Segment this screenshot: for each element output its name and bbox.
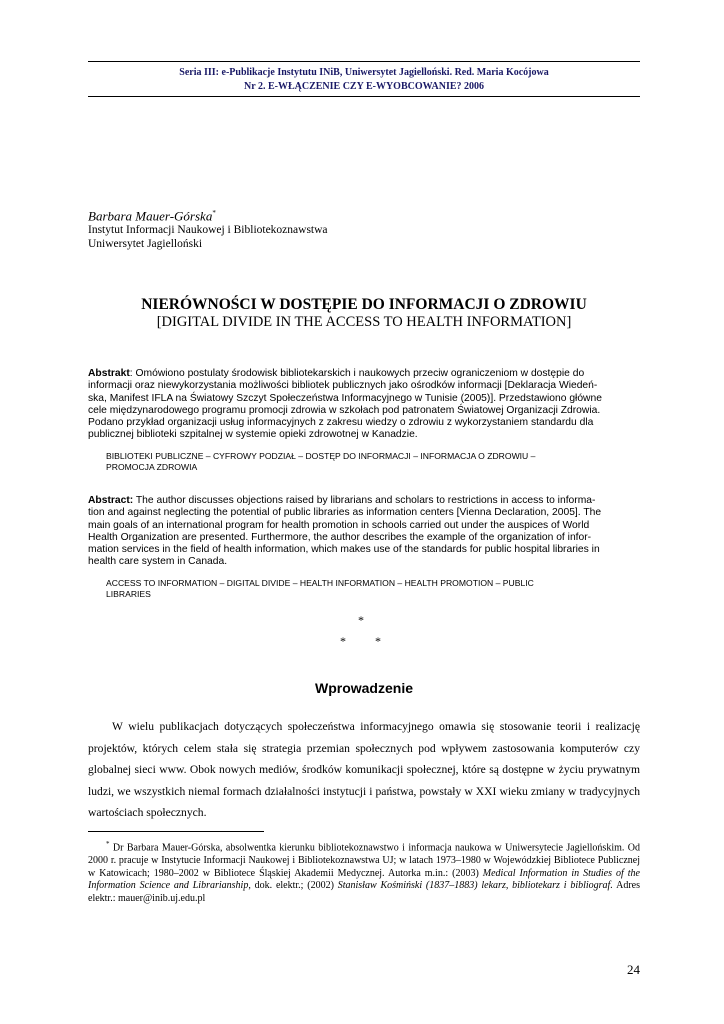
keywords-en-line: ACCESS TO INFORMATION – DIGITAL DIVIDE – HEALTH INFORMATION – HEALTH PROMOTION – PUBLIC	[106, 578, 534, 588]
footnote-publication-title: Medical Information in Studies of the Information Science and Librarianship	[88, 867, 640, 892]
author-block	[88, 206, 488, 251]
page-number: 24	[627, 962, 640, 977]
footnote: * Dr Barbara Mauer-Górska, absolwentka kierunku bibliotekoznawstwo i informacja naukowa w Uniwersytecie Jagiellońskim. Od 2000 r. pracuje w Instytucie Informacji Naukowej i Bibliotekoznawstwa UJ; w latach 1973–1980 w Wojewódzkiej Bibliotece Publicznej w Katowicach; 1980–2002 w Bibliotece Śląskiej Akademii Medycznej. Autorka m.in.: (2003) Medical Information in Studies of the Information Science and Librarianship, dok. elektr.; (2002) Stanisław Kośmiński (1837–1883) lekarz, bibliotekarz i bibliograf. Adres elektr.: mauer@inib.uj.edu.pl	[88, 840, 640, 904]
series-header-line2: Nr 2. E-WŁĄCZENIE CZY E-WYOBCOWANIE? 2006	[243, 81, 485, 92]
header-top-rule	[88, 61, 640, 62]
section-heading: Wprowadzenie	[314, 680, 413, 696]
title-english: [DIGITAL DIVIDE IN THE ACCESS TO HEALTH INFORMATION]	[156, 314, 572, 330]
keywords-english	[106, 578, 640, 600]
abstract-pl-line: informacji oraz niewykorzystania możliwości bibliotek publicznych jako ośrodków informacji [Deklaracja Wiedeń-	[88, 380, 598, 392]
footnote-mark: *	[106, 840, 110, 848]
abstract-en-line: mation services in the field of health information, which makes use of the standards for public hospital libraries in	[88, 544, 600, 556]
abstract-pl-line: Abstrakt: Omówiono postulaty środowisk bibliotekarskich i naukowych przeciw ograniczeniom w dostępie do	[88, 368, 585, 379]
author-footnote-mark: *	[212, 209, 216, 217]
article-title	[88, 296, 640, 331]
keywords-pl-line: BIBLIOTEKI PUBLICZNE – CYFROWY PODZIAŁ – DOSTĘP DO INFORMACJI – INFORMACJA O ZDROWIU –	[106, 451, 536, 461]
abstract-pl-line: ska, Manifest IFLA na Światowy Szczyt Społeczeństwa Informacyjnego w Tunisie (2005)]. Przedstawiono główne	[88, 392, 602, 404]
abstract-pl-line: Podano przykład organizacji usług informacyjnych z zakresu wiedzy o zdrowiu z wykorzystaniem standardu dla	[88, 417, 594, 429]
author-name: Barbara Mauer-Górska*	[88, 208, 216, 224]
author-university: Uniwersytet Jagielloński	[88, 238, 203, 251]
abstract-pl-line: cele międzynarodowego programu promocji zdrowia w szkołach pod patronatem Światowej Organizacji Zdrowia.	[88, 404, 601, 416]
abstract-pl-label: Abstrakt	[88, 368, 130, 379]
separator-star: *	[375, 634, 381, 648]
abstract-en-line: main goals of an international program for health promotion in schools carried out under the auspices of World	[88, 519, 590, 531]
abstract-polish	[88, 368, 640, 442]
abstract-en-label: Abstract:	[88, 495, 134, 506]
keywords-pl-line: PROMOCJA ZDROWIA	[106, 462, 198, 472]
abstract-en-line: health care system in Canada.	[88, 556, 228, 568]
keywords-polish	[106, 451, 640, 473]
keywords-en-line: LIBRARIES	[106, 589, 151, 599]
separator-star: *	[358, 613, 364, 627]
separator-star: *	[340, 634, 346, 648]
author-institute: Instytut Informacji Naukowej i Bibliotekoznawstwa	[88, 224, 328, 237]
footnote-rule	[88, 831, 264, 832]
footnote-publication-title: Stanisław Kośmiński (1837–1883) lekarz, bibliotekarz i bibliograf.	[337, 880, 613, 892]
abstract-pl-line: publicznej biblioteki szpitalnej w systemie opieki zdrowotnej w Kanadzie.	[88, 429, 418, 441]
body-paragraph: W wielu publikacjach dotyczących społeczeństwa informacyjnego omawia się stosowanie teorii i realizację projektów, których celem stała się strategia przemian społecznych pod wpływem zastosowania komputerów czy globalnej sieci www. Obok nowych mediów, środków komunikacji społecznej, które są dostępne w życiu prywatnym ludzi, we wszystkich niemal formach działalności instytucji i państwa, powstały w XXI wieku zmiany w tradycyjnych wartościach społecznych.	[88, 720, 640, 820]
abstract-en-line: tion and against neglecting the potential of public libraries as information centers [Vienna Declaration, 2005]. The	[88, 507, 602, 519]
title-polish: NIERÓWNOŚCI W DOSTĘPIE DO INFORMACJI O ZDROWIU	[141, 296, 587, 313]
abstract-en-line: Abstract: The author discusses objections raised by librarians and scholars to restrictions in access to informa-	[88, 495, 596, 506]
series-header-line1: Seria III: e-Publikacje Instytutu INiB, Uniwersytet Jagielloński. Red. Maria Kocójowa	[179, 67, 549, 78]
abstract-en-line: Health Organization are presented. Furthermore, the author describes the example of the organization of infor-	[88, 531, 592, 543]
abstract-english	[88, 495, 640, 569]
header-bottom-rule	[88, 96, 640, 97]
